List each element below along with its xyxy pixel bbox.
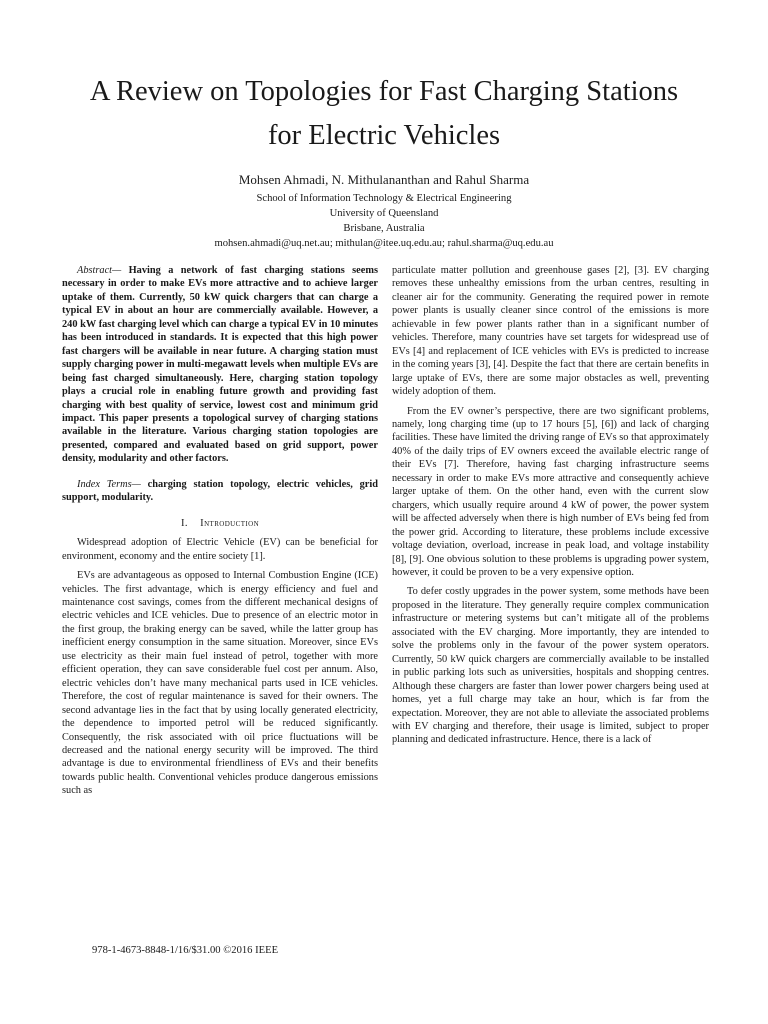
title-line-2: for Electric Vehicles bbox=[267, 120, 501, 151]
body-paragraph: To defer costly upgrades in the power system, some methods have been proposed in the literature. They generally require complex communication infrastructure or metering systems but can’t mitigate all of the problems associated with the EV charging. More importantly, they are intended to solve the problems only in the favour of the power system operators. Currently, 50 kW quick chargers are commercially available to be installed in public parking lots such as universities, hospitals and shopping centres. Although these chargers are faster than lower power chargers being used at homes, yet a full charge may take an hour, which is far from the expectation. Moreover, they are not able to alleviate the associated problems with EV charging and therefore, their usage is limited, subject to proper planning and dedicated infrastructure. Hence, there is a lack of bbox=[392, 586, 709, 746]
copyright-footer: 978-1-4673-8848-1/16/$31.00 ©2016 IEEE bbox=[92, 945, 279, 956]
section-heading-introduction bbox=[62, 517, 378, 530]
right-column bbox=[392, 264, 709, 753]
affiliation-block bbox=[40, 191, 728, 251]
paper-title bbox=[40, 70, 728, 158]
left-column bbox=[62, 264, 378, 804]
title-line-1: A Review on Topologies for Fast Charging Stations bbox=[89, 76, 679, 107]
index-terms bbox=[62, 478, 378, 505]
body-paragraph: Widespread adoption of Electric Vehicle (EV) can be beneficial for environment, economy and the entire society [1]. bbox=[62, 537, 378, 562]
body-paragraph: From the EV owner’s perspective, there are two significant problems, namely, long charging time (up to 17 hours [5], [6]) and lack of charging facilities. These have limited the driving range of EVs so that approximately 40% of the daily trips of EV owners exceed the available electric range of their EVs [7]. Therefore, having fast charging infrastructure seems necessary in order to make EVs more attractive and consequently achieve larger uptake of them. On the other hand, even with the current slow chargers, which usually require around 4 kW of power, the power system will be affected adversely when there is high number of EVs being fed from the power grid. According to literature, these problems include excessive voltage deviation, overload, increase in peak load, and voltage instability [8], [9]. One obvious solution to these problems is upgrading power system, however, it could be proven to be a very expensive option. bbox=[392, 405, 709, 578]
affiliation-location: Brisbane, Australia bbox=[343, 223, 425, 234]
abstract-label: Abstract— bbox=[77, 265, 122, 276]
abstract-text: Having a network of fast charging stations seems necessary in order to make EVs more attractive and to achieve larger uptake of them. Currently, 50 kW quick chargers that can charge a typical EV in about an hour are commercially available. However, a 240 kW fast charging level which can charge a typical EV in 10 minutes has been introduced in standards. It is expected that this high power fast chargers will be available in near future. A charging station must supply charging power in multi-megawatt levels when multiple EVs are being fast charged simultaneously. Here, charging station topology plays a crucial role in enabling future growth and providing fast charging with best quality of service, lowest cost and minimum grid impact. This paper presents a topological survey of charging stations available in the literature. Various charging station topologies are presented, compared and evaluated based on grid support, power density, modularity and other factors. bbox=[62, 265, 378, 465]
affiliation-emails: mohsen.ahmadi@uq.net.au; mithulan@itee.uq.edu.au; rahul.sharma@uq.edu.au bbox=[214, 238, 554, 249]
abstract bbox=[62, 264, 378, 466]
index-terms-label: Index Terms— bbox=[77, 478, 141, 490]
affiliation-school: School of Information Technology & Electrical Engineering bbox=[256, 193, 512, 204]
section-number: I. bbox=[180, 517, 188, 529]
index-terms-text: charging station topology, electric vehicles, grid support, modularity. bbox=[62, 478, 378, 504]
author-list: Mohsen Ahmadi, N. Mithulananthan and Rahul Sharma bbox=[238, 172, 530, 187]
body-paragraph-continued: particulate matter pollution and greenhouse gases [2], [3]. EV charging removes these unhealthy emissions from the urban centres, resulting in cleaner air for the community. Generating the required power in remote power plants is usually cleaner since control of the emissions is more achievable in few power plants rather than in a significant number of vehicles. Therefore, many countries have set targets for widespread use of EVs [4] and replacement of ICE vehicles with EVs is predicted to increase in the coming years [3], [4]. Despite the fact that there are certain benefits in large uptake of EVs, there are some major obstacles as well, preventing widely adoption of them. bbox=[392, 265, 709, 398]
section-title: Introduction bbox=[200, 517, 260, 529]
body-paragraph: EVs are advantageous as opposed to Internal Combustion Engine (ICE) vehicles. The first advantage, which is energy efficiency and fuel and maintenance cost savings, comes from the different mechanical designs of electric vehicles and ICE vehicles. Due to presence of an electric motor in the first group, the braking energy can be saved, while the latter group has inefficient energy consumption in the same situation. Moreover, since EVs use electricity as their main fuel instead of petrol, together with more efficient operation, they can save considerable fuel cost per annum. Also, electric vehicles don’t have many mechanical parts used in ICE vehicles. Therefore, the cost of regular maintenance is saved for their owners. The second advantage lies in the fact that by using locally generated electricity, the dependence to imported petrol will be reduced significantly. Consequently, the risk associated with oil price fluctuations will be decreased and the national energy security will be improved. The third advantage is due to environmental friendliness of EVs and their benefits towards public health. Conventional vehicles produce dangerous emissions such as bbox=[62, 570, 378, 797]
affiliation-university: University of Queensland bbox=[329, 208, 439, 219]
